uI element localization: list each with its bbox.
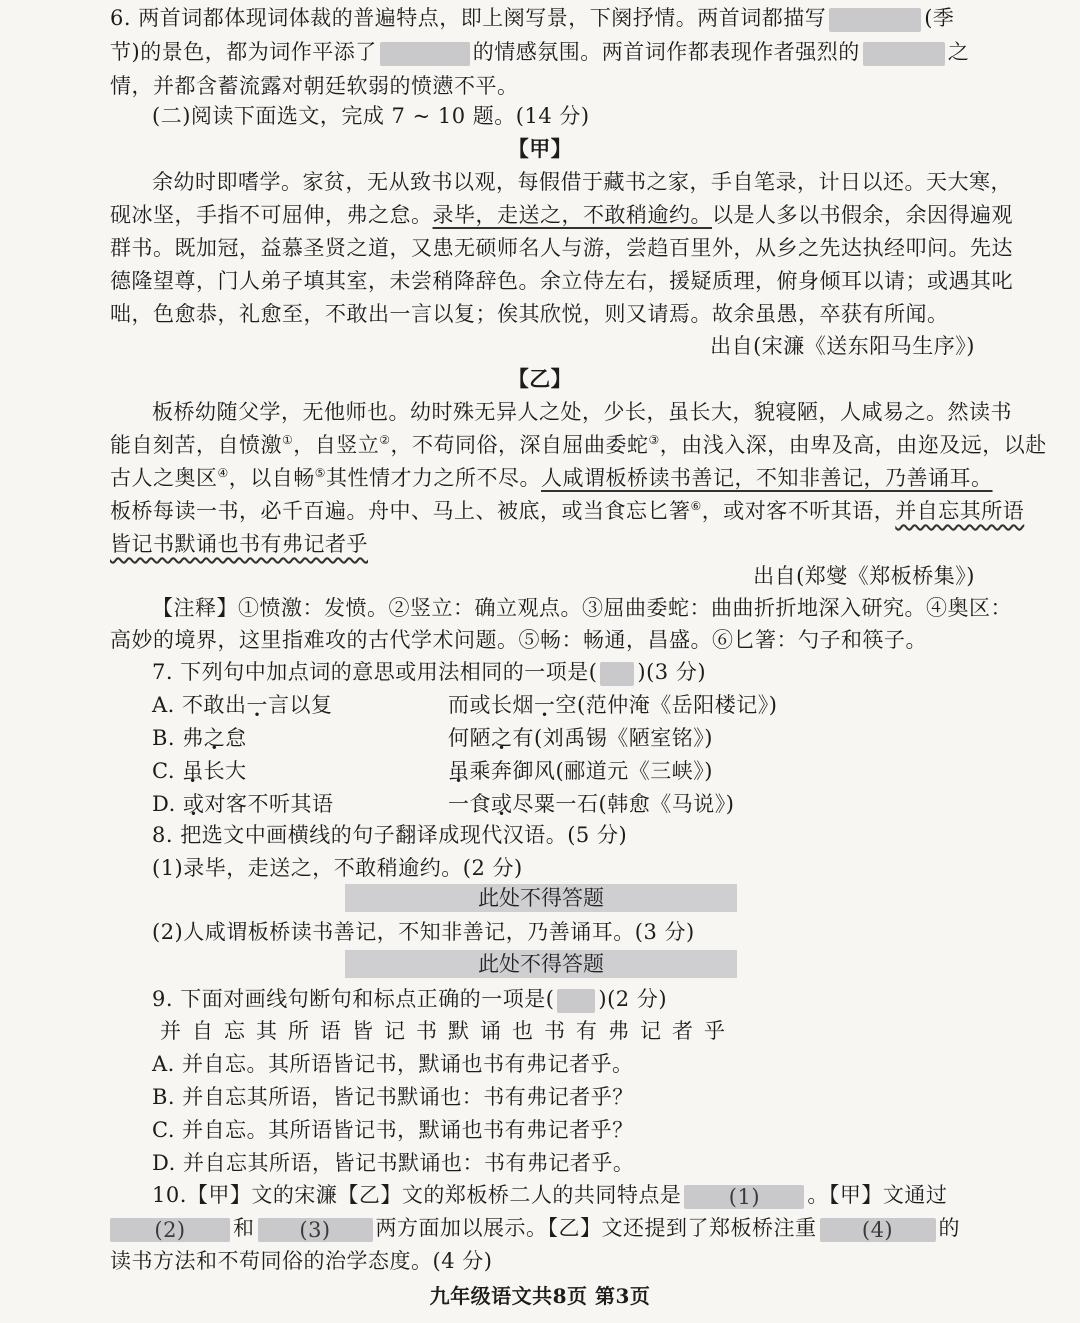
q8-sentence-1: (1)录毕，走送之，不敢稍逾约。(2 分) xyxy=(152,856,523,880)
wavy-underlined-text: 皆记书默诵也书有弗记者乎 xyxy=(110,532,368,556)
option-text: A. 不敢出 xyxy=(152,693,247,717)
passage-yi-line xyxy=(110,495,1025,527)
q6-blank-season xyxy=(829,8,921,32)
q10-text: 两方面加以展示。【乙】文还提到了郑板桥注重 xyxy=(375,1216,817,1240)
no-answer-zone: 此处不得答题 xyxy=(345,950,737,978)
option-text: 尽粟一石(韩愈《马说》) xyxy=(512,792,735,816)
q9-option-d: D. 并自忘其所语，皆记书默诵也：书有弗记者乎。 xyxy=(152,1151,635,1175)
underlined-sentence-1: 录毕，走送之，不敢稍逾约。 xyxy=(432,203,712,227)
passage-text: ，以自畅 xyxy=(228,466,315,490)
q6-text: 的情感氛围。两首词作都表现作者强烈的 xyxy=(472,40,860,64)
passage-jia-line: 余幼时即嗜学。家贫，无从致书以观，每假借于藏书之家，手自笔录，计日以还。天大寒， xyxy=(152,170,1012,194)
q6-text: 6. 两首词都体现词体裁的普遍特点，即上阕写景，下阕抒情。两首词都描写 xyxy=(110,6,827,30)
passage-yi-line xyxy=(110,462,993,494)
note-ref: ② xyxy=(379,433,391,447)
passage-text: ，不苟同俗，深自屈曲委蛇 xyxy=(390,433,649,457)
page-footer: 九年级语文共8页 第3页 xyxy=(429,1284,651,1308)
dotted-word: 虽 xyxy=(448,759,470,783)
passage-jia-line: 咄，色愈恭，礼愈至，不敢出一言以复；俟其欣悦，则又请焉。故余虽愚，卒获有所闻。 xyxy=(110,302,949,326)
option-text: 对客不听其语 xyxy=(204,792,334,816)
passage-jia-line: 群书。既加冠，益慕圣贤之道，又患无硕师名人与游，尝趋百里外，从乡之先达执经叩问。先达 xyxy=(110,236,1013,260)
underlined-sentence-2: 人咸谓板桥读书善记，不知非善记，乃善诵耳。 xyxy=(541,466,993,490)
option-text: 乘奔御风(郦道元《三峡》) xyxy=(469,759,713,783)
no-answer-zone: 此处不得答题 xyxy=(345,884,737,912)
note-ref: ④ xyxy=(217,466,229,480)
option-text: 而或长烟 xyxy=(448,693,534,717)
option-text: 有(刘禹锡《陋室铭》) xyxy=(512,726,713,750)
passage-yi-line: 板桥幼随父学，无他师也。幼时殊无异人之处，少长，虽长大，貌寝陋，人咸易之。然读书 xyxy=(152,400,1012,424)
passage-jia-source: 出自(宋濂《送东阳马生序》) xyxy=(710,334,975,358)
q10-blank-4: (4) xyxy=(820,1218,936,1242)
q6-blank-emotion xyxy=(863,42,945,66)
passage-text: ，自竖立 xyxy=(293,433,380,457)
passage-yi-heading: 【乙】 xyxy=(507,366,573,391)
passage-jia-line xyxy=(110,199,1013,231)
q9-option-c: C. 并自忘。其所语皆记书，默诵也书有弗记者乎？ xyxy=(152,1118,634,1142)
q10-line-1 xyxy=(152,1179,1017,1211)
notes-line-2: 高妙的境界，这里指难攻的古代学术问题。⑤畅：畅通，昌盛。⑥匕箸：勺子和筷子。 xyxy=(110,628,927,652)
notes-line-1: 【注释】①愤激：发愤。②竖立：确立观点。③屈曲委蛇：曲曲折折地深入研究。④奥区： xyxy=(152,596,1012,620)
q10-blank-1: (1) xyxy=(684,1185,804,1209)
q7-option-c xyxy=(152,755,1017,787)
passage-text: 板桥每读一书，必千百遍。舟中、马上、被底，或当食忘匕箸 xyxy=(110,499,691,523)
dotted-word: 一 xyxy=(246,693,269,717)
passage-yi-line xyxy=(110,528,975,560)
q10-line-3: 读书方法和不苟同俗的治学态度。(4 分) xyxy=(110,1249,493,1273)
option-text: B. 弗 xyxy=(152,726,204,750)
q10-text: 和 xyxy=(233,1216,255,1240)
option-text: 长大 xyxy=(203,759,247,783)
q9-stem xyxy=(152,983,1017,1015)
note-ref: ① xyxy=(282,433,294,447)
q7-option-a xyxy=(152,689,1017,721)
q10-text: 10.【甲】文的宋濂【乙】文的郑板桥二人的共同特点是 xyxy=(152,1183,682,1207)
q7-stem-text: )(3 分) xyxy=(637,660,707,684)
q9-unpunctuated-sentence: 并自忘其所语皆记书默诵也书有弗记者乎 xyxy=(160,1019,736,1043)
q6-blank-mood xyxy=(380,42,470,66)
passage-text: ，或对客不听其语， xyxy=(701,499,896,523)
q6-text: (季 xyxy=(924,6,955,30)
option-text: 言以复 xyxy=(268,693,333,717)
option-text: 何陋 xyxy=(448,726,491,750)
q6-text: 之 xyxy=(947,40,970,64)
q9-option-b: B. 并自忘其所语，皆记书默诵也：书有弗记者乎？ xyxy=(152,1085,634,1109)
q6-line-2 xyxy=(110,36,975,68)
option-text: D. xyxy=(152,792,183,816)
q7-stem xyxy=(152,656,1017,688)
section-2-heading: (二)阅读下面选文，完成 7 ~ 10 题。(14 分) xyxy=(152,104,590,128)
passage-yi-source: 出自(郑燮《郑板桥集》) xyxy=(753,564,975,588)
passage-text: 其性情才力之所不尽。 xyxy=(326,466,542,490)
q8-sentence-2: (2)人咸谓板桥读书善记，不知非善记，乃善诵耳。(3 分) xyxy=(152,920,695,944)
note-ref: ⑤ xyxy=(314,466,327,480)
option-text: 一食 xyxy=(448,792,491,816)
q9-stem-text: 9. 下面对画线句断句和标点正确的一项是( xyxy=(152,987,555,1011)
q7-answer-blank xyxy=(600,662,634,686)
dotted-word: 或 xyxy=(491,792,513,816)
dotted-word: 虽 xyxy=(182,759,204,783)
q9-stem-text: )(2 分) xyxy=(598,987,668,1011)
passage-text: 以是人多以书假余，余因得遍观 xyxy=(712,203,1013,227)
passage-jia-line: 德隆望尊，门人弟子填其室，未尝稍降辞色。余立侍左右，援疑质理，俯身倾耳以请；或遇其叱 xyxy=(110,269,1013,293)
q10-blank-2: (2) xyxy=(110,1218,230,1242)
q10-line-2 xyxy=(110,1212,975,1244)
option-text: C. xyxy=(152,759,183,783)
passage-text: ，由浅入深，由卑及高，由迩及远，以赴 xyxy=(659,433,1047,457)
q7-option-d xyxy=(152,788,1017,820)
q7-stem-text: 7. 下列句中加点词的意思或用法相同的一项是( xyxy=(152,660,598,684)
dotted-word: 之 xyxy=(203,726,226,750)
dotted-word: 之 xyxy=(491,726,513,750)
q9-answer-blank xyxy=(557,989,595,1013)
q6-line-3: 情，并都含蓄流露对朝廷软弱的愤懑不平。 xyxy=(110,74,519,98)
option-text: 空(范仲淹《岳阳楼记》) xyxy=(555,693,778,717)
note-ref: ⑥ xyxy=(690,499,702,513)
dotted-word: 一 xyxy=(534,693,556,717)
q10-text: 。【甲】文通过 xyxy=(807,1183,948,1207)
q6-line-1 xyxy=(110,2,975,34)
passage-text: 古人之奥区 xyxy=(110,466,218,490)
q7-option-b xyxy=(152,722,1017,754)
dotted-word: 或 xyxy=(182,792,205,816)
note-ref: ③ xyxy=(648,433,660,447)
passage-text: 砚冰坚，手指不可屈伸，弗之怠。 xyxy=(110,203,433,227)
passage-text: 能自刻苦，自愤激 xyxy=(110,433,282,457)
option-text: 怠 xyxy=(225,726,247,750)
passage-jia-heading: 【甲】 xyxy=(507,136,573,161)
passage-yi-line xyxy=(110,429,1047,461)
q9-option-a: A. 并自忘。其所语皆记书，默诵也书有弗记者乎。 xyxy=(152,1052,634,1076)
wavy-underlined-text: 并自忘其所语 xyxy=(895,499,1025,523)
q8-stem: 8. 把选文中画横线的句子翻译成现代汉语。(5 分) xyxy=(152,823,628,847)
q6-text: 节)的景色，都为词作平添了 xyxy=(110,40,377,64)
q10-text: 的 xyxy=(938,1216,960,1240)
q10-blank-3: (3) xyxy=(258,1218,373,1242)
